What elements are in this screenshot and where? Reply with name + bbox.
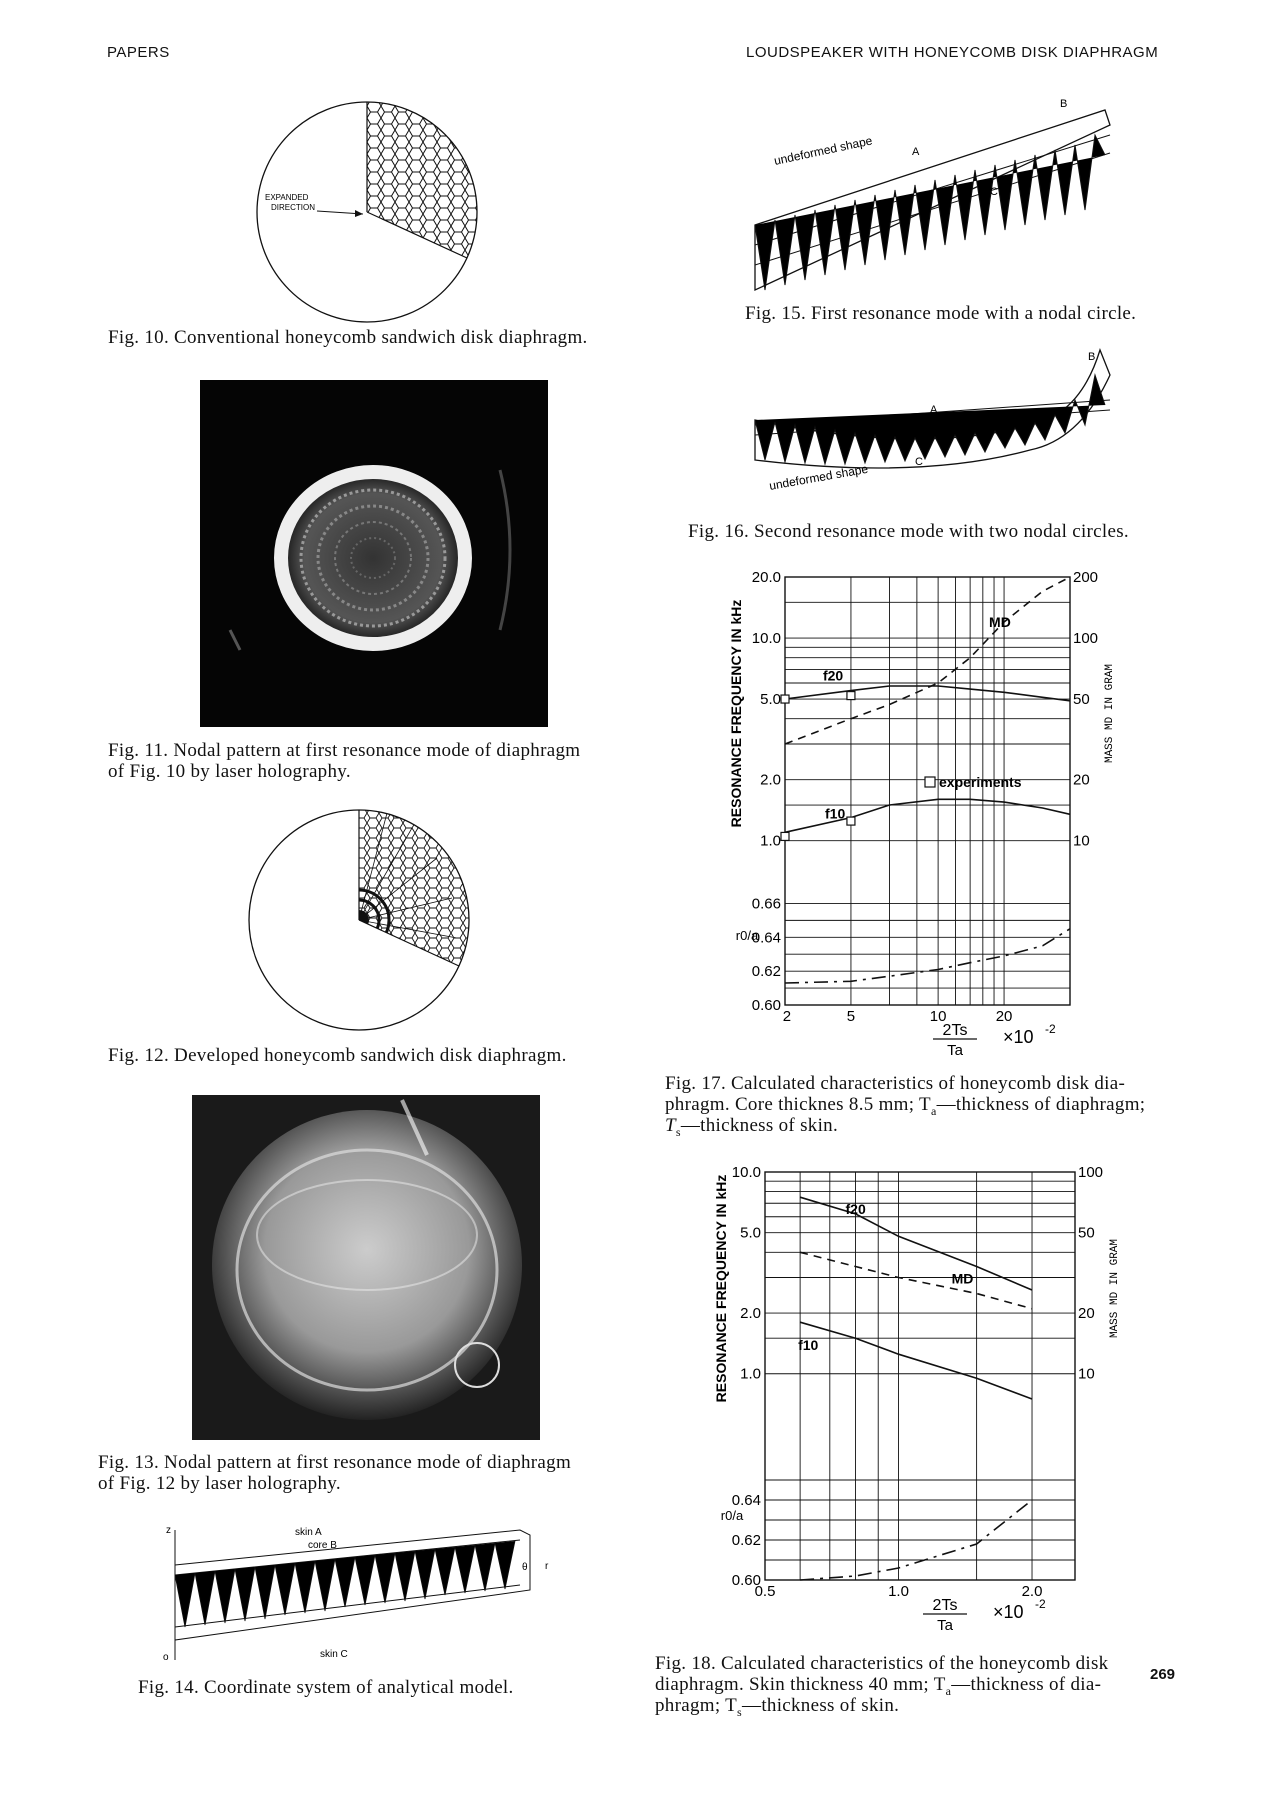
fig18-ylabel-right: MASS MD IN GRAM xyxy=(1109,1238,1121,1339)
fig18-series-label-f10: f10 xyxy=(798,1337,819,1354)
fig18-ytick-right-1: 50 xyxy=(1078,1224,1095,1242)
page-number: 269 xyxy=(1150,1666,1176,1683)
fig14-diagram xyxy=(160,1515,560,1665)
fig18-xmult: ×10 xyxy=(993,1602,1024,1622)
fig14-label-skin-a: skin A xyxy=(295,1527,322,1538)
fig17-rtick-0: 0.66 xyxy=(751,895,781,913)
fig17-ytick-left-3: 2.0 xyxy=(760,771,781,789)
fig17-rtick-2: 0.62 xyxy=(751,963,781,981)
fig18-ytick-left-2: 2.0 xyxy=(740,1305,761,1323)
fig18-caption-line2-sub: a xyxy=(945,1683,952,1698)
fig18-caption-line3-sub: s xyxy=(737,1704,743,1719)
fig17-ytick-right-4: 10 xyxy=(1073,832,1090,850)
fig13-caption-line1: Fig. 13. Nodal pattern at first resonance mode of diaphragm xyxy=(98,1452,572,1473)
fig17-caption-line3-rest: —thickness of skin. xyxy=(680,1115,839,1136)
fig18-ytick-left-0: 10.0 xyxy=(731,1164,761,1181)
fig14-axis-o: o xyxy=(163,1652,169,1663)
fig13-caption-line2: of Fig. 12 by laser holography. xyxy=(98,1473,341,1494)
fig17-series-label-f10: f10 xyxy=(825,805,846,822)
fig18-caption-line1: Fig. 18. Calculated characteristics of the honeycomb disk xyxy=(655,1653,1109,1674)
fig14-axis-r: r xyxy=(545,1561,549,1572)
fig18-series-label-f20: f20 xyxy=(845,1200,866,1217)
fig15-label-a: A xyxy=(912,146,920,158)
fig18-caption-line3-rest: —thickness of skin. xyxy=(742,1695,900,1716)
running-header-right: LOUDSPEAKER WITH HONEYCOMB DISK DIAPHRAGM xyxy=(746,44,1159,61)
fig16-label-a: A xyxy=(930,404,938,416)
fig18-xmult-exp: -2 xyxy=(1035,1597,1046,1611)
fig17-legend-text: experiments xyxy=(939,774,1022,790)
fig18-plot-frame xyxy=(765,1172,1075,1580)
fig17-xtick-1: 5 xyxy=(846,1008,856,1025)
fig18-xtick-1: 1.0 xyxy=(888,1583,909,1600)
fig17-legend-marker xyxy=(925,777,935,787)
fig18-rlabel: r0/a xyxy=(720,1508,744,1523)
fig18-series-f20 xyxy=(800,1197,1032,1290)
running-header-left: PAPERS xyxy=(107,44,170,61)
fig11-caption-line2: of Fig. 10 by laser holography. xyxy=(108,761,351,782)
fig18-series-f10 xyxy=(800,1322,1032,1399)
fig13-holography-photo xyxy=(192,1095,540,1440)
fig17-xtick-3: 20 xyxy=(995,1008,1013,1025)
fig18-rtick-1: 0.62 xyxy=(731,1532,761,1549)
fig17-caption-line3-text: T xyxy=(665,1115,676,1136)
fig10-label-direction: DIRECTION xyxy=(271,203,315,212)
fig10-caption: Fig. 10. Conventional honeycomb sandwich disk diaphragm. xyxy=(108,327,588,348)
fig17-ytick-right-1: 100 xyxy=(1073,630,1099,648)
fig14-caption: Fig. 14. Coordinate system of analytical model. xyxy=(138,1677,514,1698)
fig17-ytick-right-0: 200 xyxy=(1073,569,1099,586)
fig18-series-MD xyxy=(800,1252,1032,1308)
fig17-caption-line2-sub: a xyxy=(930,1103,937,1118)
fig17-caption-line3-sub: s xyxy=(675,1124,681,1139)
fig17-xmult: ×10 xyxy=(1003,1027,1034,1047)
fig17-series-f20 xyxy=(785,686,1070,701)
fig17-rtick-1: 0.64 xyxy=(751,929,781,947)
fig18-xtick-2: 2.0 xyxy=(1021,1583,1043,1600)
fig17-ylabel-right: MASS MD IN GRAM xyxy=(1104,663,1116,764)
fig15-label-c: C xyxy=(990,186,998,198)
fig17-ylabel-left: RESONANCE FREQUENCY IN kHz xyxy=(728,599,744,828)
fig14-axis-theta: θ xyxy=(522,1562,528,1573)
fig18-ytick-right-0: 100 xyxy=(1078,1164,1104,1181)
fig18-caption-line2-text: diaphragm. Skin thickness 40 mm; T xyxy=(655,1674,946,1695)
fig18-series-label-MD: MD xyxy=(951,1270,974,1287)
fig18-xtick-0: 0.5 xyxy=(754,1583,776,1600)
fig17-series-label-MD: MD xyxy=(989,613,1011,630)
fig18-ylabel-left: RESONANCE FREQUENCY IN kHz xyxy=(713,1174,729,1403)
fig16-label-undeformed: undeformed shape xyxy=(768,461,870,493)
fig17-xtick-2: 10 xyxy=(929,1008,947,1025)
fig18-caption-line3-text: phragm; T xyxy=(655,1695,738,1716)
fig15-label-b: B xyxy=(1060,98,1068,110)
fig17-ytick-left-2: 5.0 xyxy=(760,691,781,709)
fig17-chart xyxy=(725,565,1125,1059)
fig18-xlabel-den: Ta xyxy=(937,1617,953,1634)
fig18-ytick-left-3: 1.0 xyxy=(740,1365,761,1383)
fig17-experiment-point-2 xyxy=(781,832,789,840)
fig16-diagram xyxy=(750,345,1120,505)
fig18-xlabel-num: 2Ts xyxy=(932,1597,958,1614)
fig17-ytick-left-0: 20.0 xyxy=(751,569,781,586)
fig17-series-label-f20: f20 xyxy=(822,667,844,684)
fig16-caption: Fig. 16. Second resonance mode with two nodal circles. xyxy=(688,521,1129,542)
fig11-caption-line1: Fig. 11. Nodal pattern at first resonance mode of diaphragm xyxy=(108,740,581,761)
fig18-caption-line3 xyxy=(655,1695,899,1723)
fig18-ytick-right-3: 10 xyxy=(1078,1365,1095,1383)
fig17-xlabel-num: 2Ts xyxy=(942,1022,968,1039)
fig18-caption-line2-rest: —thickness of dia- xyxy=(951,1674,1102,1695)
fig17-rtick-3: 0.60 xyxy=(751,997,781,1014)
fig10-label-expanded: EXPANDED xyxy=(265,193,309,202)
fig17-ytick-right-2: 50 xyxy=(1073,691,1090,709)
fig17-caption-line2-rest: —thickness of diaphragm; xyxy=(936,1094,1146,1115)
fig10-diagram xyxy=(255,100,485,330)
fig17-caption-line3 xyxy=(665,1115,838,1143)
fig15-caption: Fig. 15. First resonance mode with a nodal circle. xyxy=(745,303,1137,324)
fig17-xtick-0: 2 xyxy=(782,1008,792,1025)
fig16-label-c: C xyxy=(915,456,923,468)
fig17-ytick-right-3: 20 xyxy=(1073,771,1090,789)
fig11-holography-photo xyxy=(200,380,548,727)
fig18-chart xyxy=(710,1160,1120,1645)
fig18-ytick-left-1: 5.0 xyxy=(740,1224,761,1242)
fig17-experiment-point-0 xyxy=(781,695,789,703)
fig14-axis-z: z xyxy=(166,1525,171,1536)
fig17-rlabel: r0/a xyxy=(735,928,759,943)
fig17-experiment-point-1 xyxy=(847,692,855,700)
fig18-ytick-right-2: 20 xyxy=(1078,1305,1095,1323)
fig17-ytick-left-4: 1.0 xyxy=(760,832,781,850)
fig17-xlabel-den: Ta xyxy=(947,1042,963,1059)
fig12-caption: Fig. 12. Developed honeycomb sandwich disk diaphragm. xyxy=(108,1045,567,1066)
fig17-xmult-exp: -2 xyxy=(1045,1022,1056,1036)
fig14-label-skin-c: skin C xyxy=(320,1649,348,1660)
fig16-label-b: B xyxy=(1088,351,1096,363)
fig15-diagram xyxy=(750,95,1120,295)
fig14-label-core-b: core B xyxy=(308,1540,337,1551)
fig18-rtick-0: 0.64 xyxy=(731,1492,761,1509)
fig15-label-undeformed: undeformed shape xyxy=(772,133,874,168)
fig17-ytick-left-1: 10.0 xyxy=(751,630,781,648)
fig17-experiment-point-3 xyxy=(847,817,855,825)
fig17-caption-line1: Fig. 17. Calculated characteristics of honeycomb disk dia- xyxy=(665,1073,1126,1094)
fig17-plot-frame xyxy=(785,577,1070,1005)
fig18-rtick-2: 0.60 xyxy=(731,1572,761,1589)
fig12-diagram xyxy=(247,808,477,1038)
fig17-caption-line2-text: phragm. Core thicknes 8.5 mm; T xyxy=(665,1094,931,1115)
